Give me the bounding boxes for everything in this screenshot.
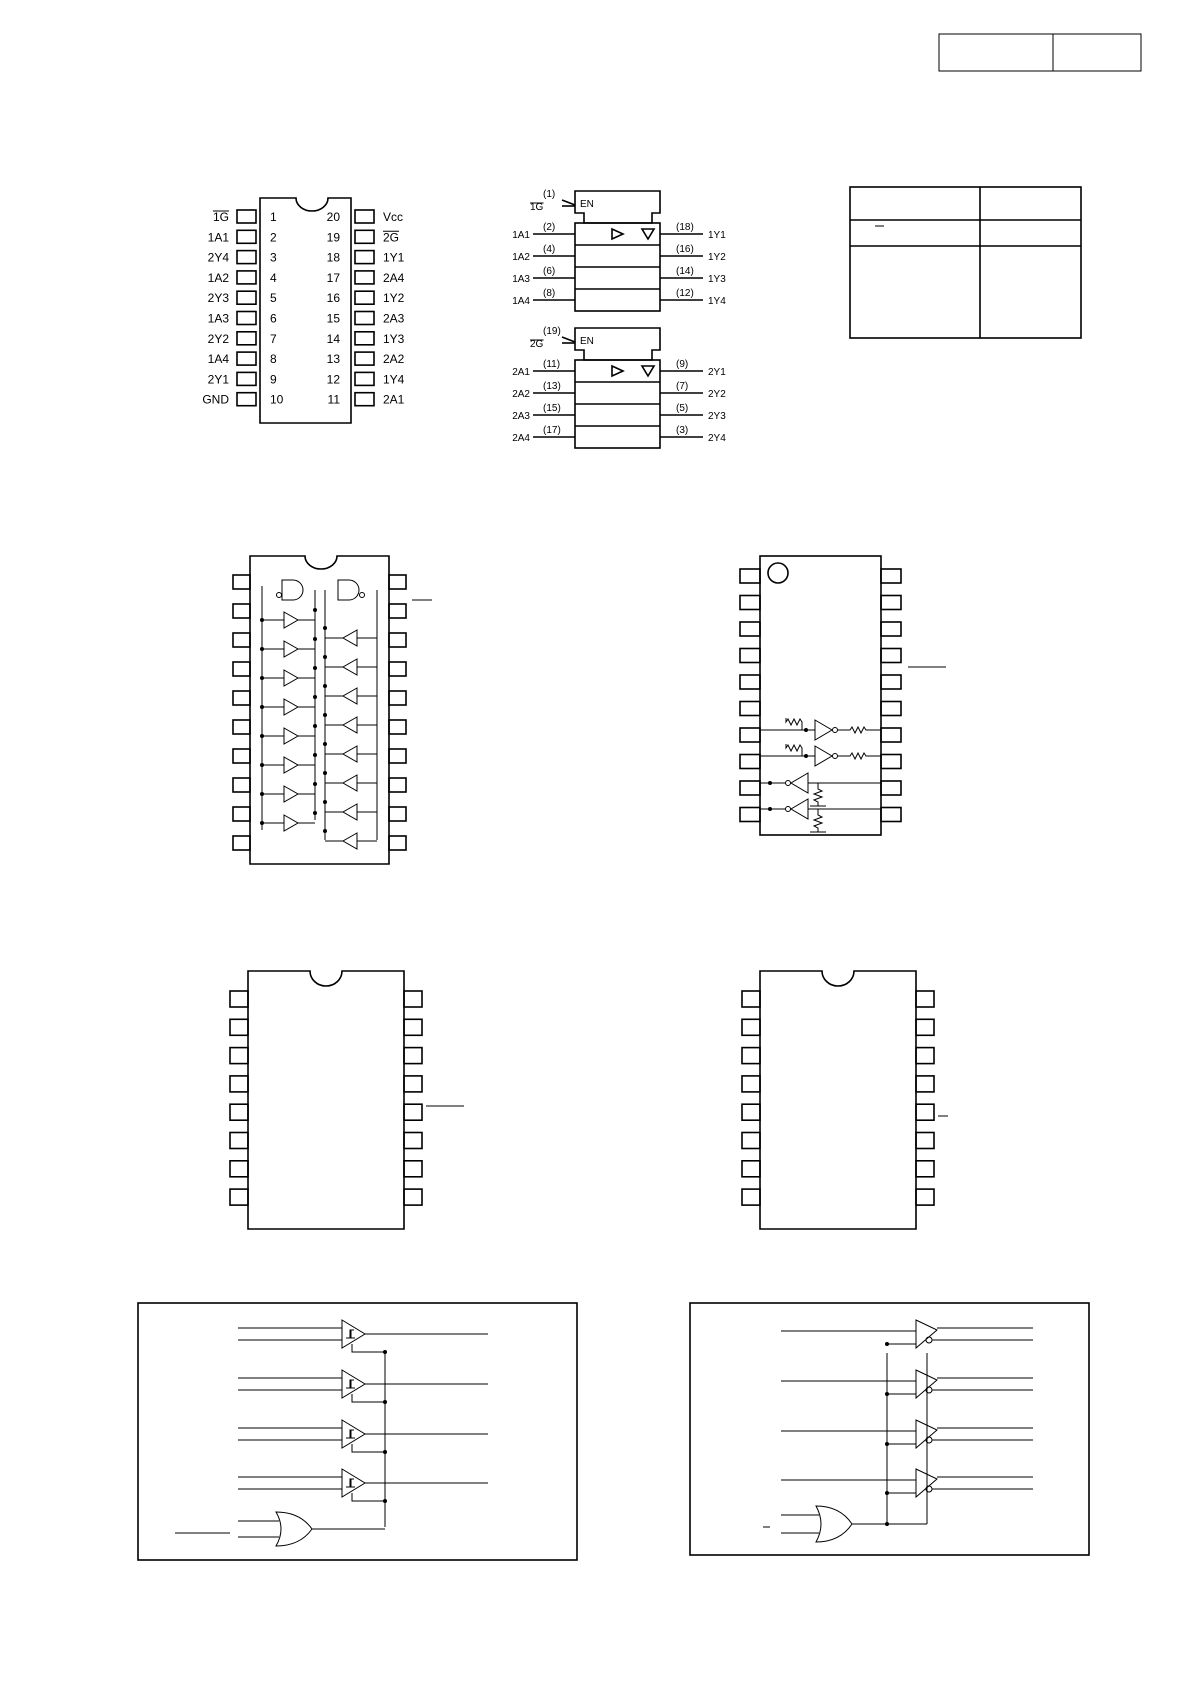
pin-number: (2) [543, 222, 556, 233]
pin-pad [881, 675, 901, 689]
pin-pad [355, 372, 374, 385]
buffer-left [343, 775, 357, 791]
buffer-glyph [612, 229, 623, 239]
pin-pad [355, 230, 374, 243]
pin-pad [740, 649, 760, 663]
inverter-bubble [926, 1337, 932, 1343]
pin-pad [233, 807, 250, 821]
pin-number: 18 [326, 250, 340, 265]
pin-number: (1) [543, 189, 556, 200]
pin-label: 2G [383, 230, 400, 245]
pin-number: 8 [270, 352, 277, 367]
pin-pad [740, 702, 760, 716]
pin-number: (12) [676, 288, 694, 299]
pin-pad [881, 781, 901, 795]
and-gate [338, 580, 359, 600]
buffer [815, 746, 832, 766]
pin-pad [355, 393, 374, 406]
schmitt-buffer [342, 1320, 365, 1348]
enable-wedge [562, 200, 575, 205]
buffer-right [284, 612, 298, 628]
enable-label: 2G [530, 339, 544, 350]
pin-label: 1A4 [207, 352, 229, 367]
enable-wire [352, 1493, 385, 1501]
pin-pad [404, 1019, 422, 1035]
schmitt-glyph [346, 1479, 355, 1487]
pin-pad [230, 1104, 248, 1120]
internal-schematic-left [233, 556, 432, 864]
pin-pad [881, 702, 901, 716]
pin-pad [740, 808, 760, 822]
pin-pad [233, 836, 250, 850]
pin-number: (16) [676, 244, 694, 255]
pin-pad [404, 1189, 422, 1205]
pin-pad [916, 1104, 934, 1120]
pin-pad [355, 291, 374, 304]
pinout-right-pins [327, 210, 405, 407]
buffer [916, 1320, 937, 1348]
pin-pad [881, 649, 901, 663]
pin-label: 2A2 [383, 352, 405, 367]
pin-pad [355, 332, 374, 345]
input-label: 1A4 [512, 296, 530, 307]
pin-pad [740, 781, 760, 795]
enable-label: 1G [530, 202, 544, 213]
pin-pad [389, 836, 406, 850]
pin-number: (4) [543, 244, 556, 255]
pin-pad [389, 575, 406, 589]
pulldown [810, 783, 826, 806]
pin-label: 1Y4 [383, 372, 405, 387]
nor-gate [816, 1506, 852, 1542]
pin-pad [742, 991, 760, 1007]
pin-label: 2A4 [383, 270, 405, 285]
three-state-glyph [642, 229, 654, 239]
input-label: 1A1 [512, 230, 530, 241]
pin-number: 4 [270, 270, 277, 285]
buffer-right [284, 699, 298, 715]
diagram-frame [690, 1303, 1089, 1555]
buffer-left [343, 804, 357, 820]
pin-pad [740, 622, 760, 636]
pin-number: 17 [326, 270, 340, 285]
pin-number: (13) [543, 381, 561, 392]
package-body [760, 556, 881, 835]
function-table [850, 187, 1081, 338]
pin-pad [740, 596, 760, 610]
pin-pad [237, 332, 256, 345]
junction [768, 781, 772, 785]
buffer-left [343, 630, 357, 646]
buffer [815, 720, 832, 740]
pin-pad [916, 991, 934, 1007]
enable-wire [352, 1444, 385, 1452]
pin-pad [742, 1189, 760, 1205]
pin-pad [404, 1104, 422, 1120]
pin-label: GND [202, 392, 229, 407]
enable-wedge [562, 337, 575, 342]
pin-pad [404, 1133, 422, 1149]
input-label: 2A3 [512, 411, 530, 422]
logic-symbol [512, 189, 726, 448]
pin-pad [230, 1189, 248, 1205]
pin-pad [233, 633, 250, 647]
pin-number: 20 [326, 210, 340, 224]
pin-pad [237, 372, 256, 385]
pin-pad [881, 569, 901, 583]
pin-label: 2A3 [383, 311, 405, 326]
resistor [838, 753, 881, 759]
pinout-left-pins [202, 210, 283, 407]
pin-pad [389, 807, 406, 821]
pin-pad [237, 291, 256, 304]
pin-number: 11 [327, 392, 340, 407]
pin-pad [742, 1076, 760, 1092]
pin-number: (14) [676, 266, 694, 277]
buffer-left [343, 833, 357, 849]
pin-pad [233, 691, 250, 705]
pin-pad [237, 352, 256, 365]
pulldown [810, 809, 826, 832]
pin-pad [881, 728, 901, 742]
pullup [786, 718, 802, 730]
enable-wire [352, 1344, 385, 1352]
pin-number: 10 [270, 392, 284, 407]
pin-number: 13 [326, 352, 340, 367]
input-label: 1A3 [512, 274, 530, 285]
pin-label: 2Y3 [207, 291, 229, 306]
pin-pad [237, 271, 256, 284]
pin-pad [389, 662, 406, 676]
input-label: 2A2 [512, 389, 530, 400]
pin-pad [740, 675, 760, 689]
pin-pad [389, 691, 406, 705]
pin-pad [389, 720, 406, 734]
pin-number: (3) [676, 425, 689, 436]
pin-label: 1A2 [207, 270, 229, 285]
pin-pad [355, 352, 374, 365]
pin-label: 2Y4 [207, 250, 229, 265]
pin-pad [230, 1076, 248, 1092]
pin-pad [881, 755, 901, 769]
buffer-right [284, 670, 298, 686]
pin-pad [881, 808, 901, 822]
pin-pad [389, 778, 406, 792]
pin-number: 9 [270, 372, 277, 387]
pin-pad [233, 575, 250, 589]
input-label: 1A2 [512, 252, 530, 263]
pin-pad [230, 1133, 248, 1149]
pin-pad [916, 1048, 934, 1064]
package-outline-left [230, 971, 464, 1229]
buffer-right [284, 641, 298, 657]
output-label: 1Y3 [708, 274, 726, 285]
pin-number: 6 [270, 311, 277, 326]
pin-pad [230, 1019, 248, 1035]
pin-number: (5) [676, 403, 689, 414]
pin-pad [742, 1161, 760, 1177]
pin-pad [404, 991, 422, 1007]
gate-diagram-left [138, 1303, 577, 1560]
and-gate [282, 580, 303, 600]
pin-number: (6) [543, 266, 556, 277]
output-label: 2Y2 [708, 389, 726, 400]
pin-number: 14 [326, 331, 340, 346]
pin-pad [233, 662, 250, 676]
schmitt-buffer [342, 1469, 365, 1497]
pin1-marker [768, 563, 788, 583]
pin-pad [237, 210, 256, 223]
pin-pad [233, 749, 250, 763]
pin-number: (18) [676, 222, 694, 233]
package-body [248, 971, 404, 1229]
inverter-bubble [277, 593, 282, 598]
schmitt-glyph [346, 1330, 355, 1338]
diagram-frame [138, 1303, 577, 1560]
pin-pad [916, 1161, 934, 1177]
buffer-right [284, 786, 298, 802]
pin-pad [233, 604, 250, 618]
package-outline-right [742, 971, 948, 1229]
buffer-left [343, 659, 357, 675]
output-label: 2Y4 [708, 433, 726, 444]
pin-pad [355, 312, 374, 325]
gate-diagram-right [690, 1303, 1089, 1555]
pin-number: (8) [543, 288, 556, 299]
pin-number: (17) [543, 425, 561, 436]
pin-number: 12 [326, 372, 340, 387]
pin-pad [740, 755, 760, 769]
pin-number: 1 [270, 210, 277, 224]
pin-number: (19) [543, 326, 561, 337]
enable-wire [352, 1394, 385, 1402]
pin-pad [404, 1048, 422, 1064]
header-box [939, 34, 1141, 71]
pin-pad [237, 393, 256, 406]
pin-label: 2A1 [383, 392, 405, 407]
pin-pad [740, 728, 760, 742]
pin-label: 1Y2 [383, 291, 405, 306]
input-label: 2A1 [512, 367, 530, 378]
pin-pad [881, 596, 901, 610]
pin-number: 3 [270, 250, 277, 265]
pin-number: (9) [676, 359, 689, 370]
pin-number: (11) [543, 359, 561, 370]
schmitt-buffer [342, 1370, 365, 1398]
schmitt-buffer [342, 1420, 365, 1448]
pin-pad [230, 1161, 248, 1177]
output-label: 2Y3 [708, 411, 726, 422]
junction [885, 1522, 889, 1526]
pin-pad [916, 1076, 934, 1092]
output-label: 1Y2 [708, 252, 726, 263]
pin-number: 16 [326, 291, 340, 306]
pin-pad [916, 1019, 934, 1035]
buffer-left [343, 746, 357, 762]
pin-label: 2Y2 [207, 331, 229, 346]
pin-pad [389, 749, 406, 763]
pin-pad [740, 569, 760, 583]
junction [885, 1342, 889, 1346]
pin-pad [355, 251, 374, 264]
pin-number: (15) [543, 403, 561, 414]
pin-label: 1A3 [207, 311, 229, 326]
inverter-bubble [833, 728, 838, 733]
resistor [838, 727, 881, 733]
internal-schematic-right [740, 556, 946, 835]
pin-label: 1Y1 [383, 250, 405, 265]
pin-pad [230, 1048, 248, 1064]
three-state-glyph [642, 366, 654, 376]
buffer [791, 799, 808, 819]
buffer-right [284, 728, 298, 744]
buffer [791, 773, 808, 793]
pin-pad [742, 1104, 760, 1120]
pin-pad [742, 1048, 760, 1064]
pin-pad [742, 1019, 760, 1035]
en-label: EN [580, 336, 594, 347]
pin-number: (7) [676, 381, 689, 392]
inverter-bubble [360, 593, 365, 598]
pin-pad [233, 720, 250, 734]
package-body [760, 971, 916, 1229]
pin-label: Vcc [383, 210, 404, 224]
pin-pad [881, 622, 901, 636]
input-label: 2A4 [512, 433, 530, 444]
pin-pad [404, 1076, 422, 1092]
pin-number: 7 [270, 331, 277, 346]
output-label: 2Y1 [708, 367, 726, 378]
nor-gate [276, 1512, 312, 1546]
pin-pad [237, 230, 256, 243]
pin-label: 1A1 [207, 230, 229, 245]
pinout-diagram [202, 198, 404, 423]
pin-number: 15 [326, 311, 340, 326]
pin-pad [404, 1161, 422, 1177]
pin-number: 19 [326, 230, 340, 245]
pin-label: 2Y1 [207, 372, 229, 387]
schmitt-glyph [346, 1430, 355, 1438]
output-label: 1Y4 [708, 296, 726, 307]
pin-pad [916, 1189, 934, 1205]
pin-pad [916, 1133, 934, 1149]
pin-pad [742, 1133, 760, 1149]
pin-pad [233, 778, 250, 792]
buffer-left [343, 717, 357, 733]
pin-pad [389, 633, 406, 647]
pin-pad [237, 251, 256, 264]
inverter-bubble [833, 754, 838, 759]
buffer-left [343, 688, 357, 704]
inverter-bubble [786, 807, 791, 812]
inverter-bubble [786, 781, 791, 786]
pin-pad [389, 604, 406, 618]
pin-pad [355, 271, 374, 284]
buffer-right [284, 815, 298, 831]
junction [804, 754, 808, 758]
pin-pad [355, 210, 374, 223]
pin-pad [230, 991, 248, 1007]
pullup [786, 744, 802, 756]
pin-label: 1Y3 [383, 331, 405, 346]
schmitt-glyph [346, 1380, 355, 1388]
pin-pad [237, 312, 256, 325]
pin-number: 2 [270, 230, 277, 245]
en-label: EN [580, 199, 594, 210]
junction [804, 728, 808, 732]
output-label: 1Y1 [708, 230, 726, 241]
buffer-glyph [612, 366, 623, 376]
pin-number: 5 [270, 291, 277, 306]
package-body [250, 556, 389, 864]
buffer-right [284, 757, 298, 773]
junction [768, 807, 772, 811]
pin-label: 1G [212, 210, 229, 224]
